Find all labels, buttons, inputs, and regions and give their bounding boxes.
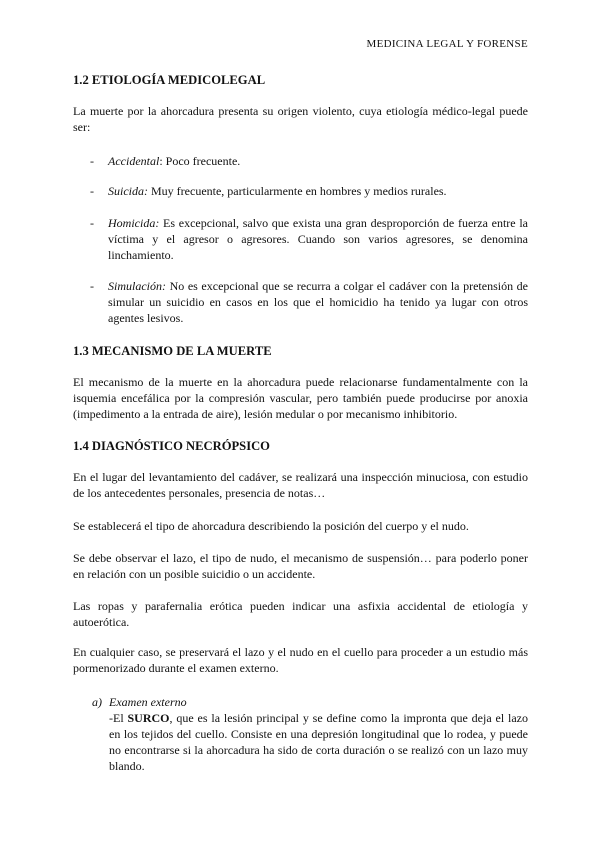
section-heading-etiologia: 1.2 ETIOLOGÍA MEDICOLEGAL	[73, 73, 266, 87]
surco-prefix: -El	[109, 711, 128, 725]
subsection-marker: a)	[92, 695, 102, 709]
running-header: MEDICINA LEGAL Y FORENSE	[366, 38, 528, 50]
list-item-homicida	[92, 215, 528, 263]
list-item-term: Accidental	[108, 154, 160, 168]
list-item-body	[108, 215, 528, 263]
surco-term: SURCO	[127, 711, 170, 725]
diagnostico-paragraph-3: Se debe observar el lazo, el tipo de nudo, el mecanismo de suspensión… para poderlo poner en relación con un posible suicidio o un accidente.	[73, 551, 528, 581]
list-item-text: Es excepcional, salvo que exista una gran desproporción de fuerza entre la víctima y el agresor o agresores. Cuando son varios agresores, se denomina linchamiento.	[108, 216, 528, 262]
list-item-accidental	[92, 153, 528, 169]
list-item-body	[108, 153, 528, 169]
etiologia-intro: La muerte por la ahorcadura presenta su origen violento, cuya etiología médico-legal puede ser:	[73, 104, 528, 134]
subsection-title: Examen externo	[109, 695, 187, 709]
diagnostico-paragraph-1: En el lugar del levantamiento del cadáver, se realizará una inspección minuciosa, con estudio de los antecedentes personales, presencia de notas…	[73, 470, 528, 500]
list-dash: -	[90, 216, 94, 230]
list-dash: -	[90, 279, 94, 293]
section-heading-diagnostico: 1.4 DIAGNÓSTICO NECRÓPSICO	[73, 439, 270, 453]
surco-description: , que es la lesión principal y se define como la impronta que deja el lazo en los tejidos del cuello. Consiste en una depresión longitudinal que lo rodea, y puede no encontrarse si la ahorcadura ha sido de corta duración o se realizó con un lazo muy blando.	[109, 711, 528, 773]
section-heading-mecanismo: 1.3 MECANISMO DE LA MUERTE	[73, 344, 272, 358]
list-item-body	[108, 183, 528, 199]
list-item-term: Homicida:	[108, 216, 160, 230]
diagnostico-paragraph-5: En cualquier caso, se preservará el lazo y el nudo en el cuello para proceder a un estudio más pormenorizado durante el examen externo.	[73, 645, 528, 675]
list-item-text: No es excepcional que se recurra a colgar el cadáver con la pretensión de simular un suicidio en casos en los que el homicidio ha tenido ya lugar con otros agentes lesivos.	[108, 279, 528, 325]
list-item-suicida	[92, 183, 528, 199]
diagnostico-paragraph-2: Se establecerá el tipo de ahorcadura describiendo la posición del cuerpo y el nudo.	[73, 519, 469, 533]
subsection-text	[109, 710, 528, 774]
list-item-simulacion	[92, 278, 528, 326]
list-item-term: Simulación:	[108, 279, 166, 293]
list-item-text: : Poco frecuente.	[159, 154, 241, 168]
list-item-body	[108, 278, 528, 326]
list-dash: -	[90, 154, 94, 168]
subsection-examen-externo	[92, 694, 528, 774]
diagnostico-paragraph-4: Las ropas y parafernalia erótica pueden indicar una asfixia accidental de etiología y autoerótica.	[73, 599, 528, 629]
mecanismo-paragraph: El mecanismo de la muerte en la ahorcadura puede relacionarse fundamentalmente con la isquemia encefálica por la compresión vascular, pero también puede producirse por anoxia (impedimento a la entrada de aire), lesión medular o por mecanismo inhibitorio.	[73, 375, 528, 421]
list-dash: -	[90, 184, 94, 198]
list-item-term: Suicida:	[108, 184, 148, 198]
list-item-text: Muy frecuente, particularmente en hombres y medios rurales.	[148, 184, 447, 198]
